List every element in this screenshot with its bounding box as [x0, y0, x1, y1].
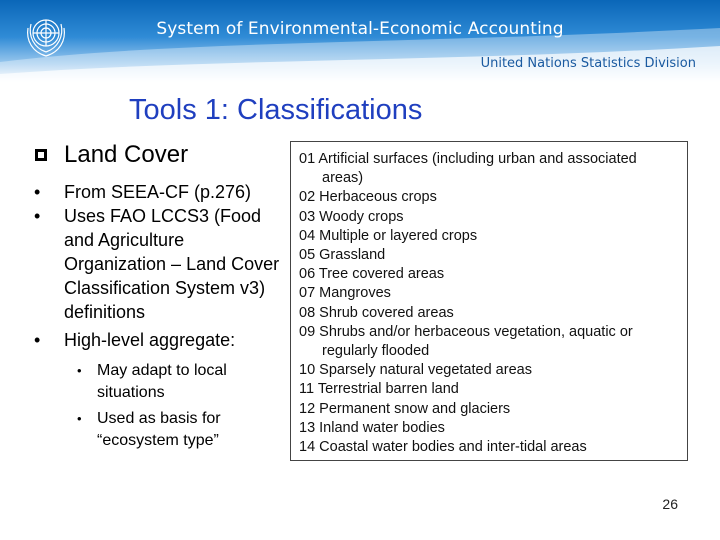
- class-item: 01 Artificial surfaces (including urban and associated areas): [299, 151, 637, 187]
- heading-text: Land Cover: [64, 141, 189, 168]
- page-number: 26: [662, 496, 678, 512]
- land-cover-classes-box: [290, 141, 688, 461]
- list-item: • High-level aggregate:: [34, 330, 236, 350]
- class-item: 13 Inland water bodies: [299, 419, 445, 436]
- division-label: United Nations Statistics Division: [480, 56, 696, 71]
- bullet-dot-icon: •: [34, 206, 41, 226]
- left-column: [28, 140, 288, 452]
- class-item: 04 Multiple or layered crops: [299, 227, 478, 244]
- bullet-dot-icon: •: [77, 363, 82, 378]
- class-item: 08 Shrub covered areas: [299, 304, 454, 321]
- class-item: 03 Woody crops: [299, 208, 404, 225]
- class-item: 05 Grassland: [299, 247, 386, 264]
- class-item: 11 Terrestrial barren land: [299, 381, 459, 398]
- class-item: 09 Shrubs and/or herbaceous vegetation, aquatic or regularly flooded: [299, 323, 633, 360]
- slide-title: Tools 1: Classifications: [129, 94, 423, 126]
- class-item: 07 Mangroves: [299, 285, 391, 302]
- class-item: 10 Sparsely natural vegetated areas: [299, 362, 532, 379]
- sub-list-item: • May adapt to local situations: [77, 362, 227, 401]
- class-list: [299, 150, 679, 457]
- list-item: • From SEEA-CF (p.276): [34, 182, 252, 202]
- land-cover-heading: [28, 140, 288, 170]
- bullet-dot-icon: •: [34, 330, 41, 350]
- square-bullet-icon: [34, 148, 48, 162]
- class-item: 14 Coastal water bodies and inter-tidal areas: [299, 439, 587, 456]
- bullet-list: [28, 180, 288, 452]
- header-title: System of Environmental-Economic Accounting: [156, 19, 564, 39]
- header-banner: [0, 0, 720, 82]
- bullet-dot-icon: •: [34, 182, 41, 202]
- list-item: • Uses FAO LCCS3 (Food and Agriculture Organization – Land Cover Classification System v3) definitions: [34, 206, 280, 322]
- bullet-dot-icon: •: [77, 411, 82, 426]
- sub-list-item: • Used as basis for “ecosystem type”: [77, 410, 221, 449]
- class-item: 12 Permanent snow and glaciers: [299, 400, 511, 417]
- class-item: 06 Tree covered areas: [299, 266, 445, 283]
- class-item: 02 Herbaceous crops: [299, 189, 437, 206]
